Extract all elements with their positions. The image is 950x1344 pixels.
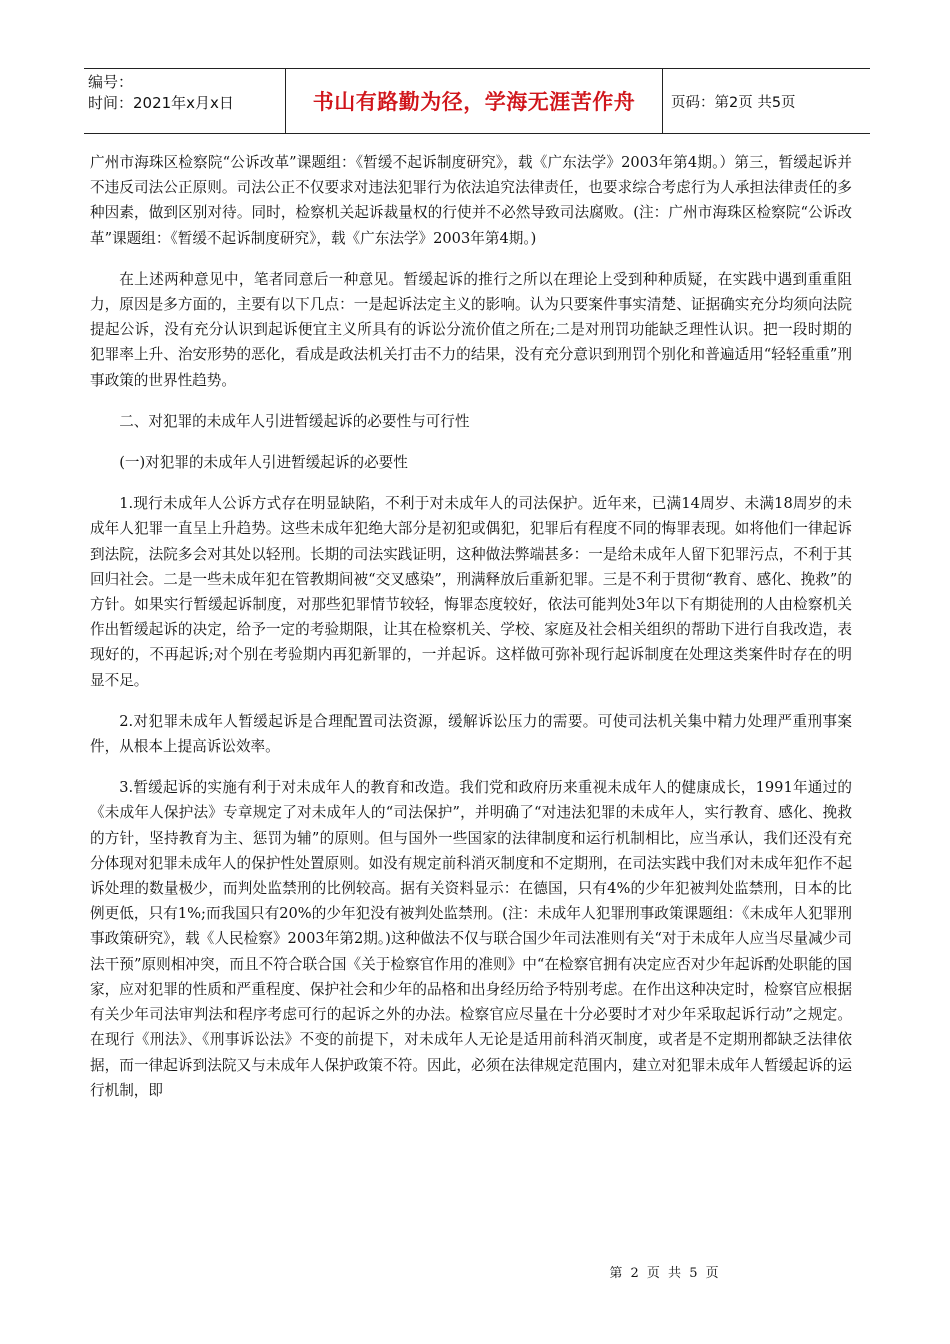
paragraph-point-2: 2.对犯罪未成年人暂缓起诉是合理配置司法资源，缓解诉讼压力的需要。可使司法机关集中精力处理严重刑事案件，从根本上提高诉讼效率。 bbox=[90, 712, 852, 756]
document-date-label: 时间：2021年x月x日 bbox=[88, 94, 234, 112]
header-motto: 书山有路勤为径，学海无涯苦作舟 bbox=[286, 69, 663, 133]
document-number-label: 编号： bbox=[88, 73, 134, 91]
document-body bbox=[90, 150, 852, 1119]
section-heading: 二、对犯罪的未成年人引进暂缓起诉的必要性与可行性 bbox=[119, 412, 470, 430]
page-header bbox=[84, 68, 870, 134]
paragraph-point-3: 3.暂缓起诉的实施有利于对未成年人的教育和改造。我们党和政府历来重视未成年人的健康成长，1991年通过的《未成年人保护法》专章规定了对未成年人的“司法保护”，并明确了“对违法犯罪的未成年人，实行教育、感化、挽救的方针，坚持教育为主、惩罚为辅”的原则。但与国外一些国家的法律制度和运行机制相比，应当承认，我们还没有充分体现对犯罪未成年人的保护性处置原则。如没有规定前科消灭制度和不定期刑，在司法实践中我们对未成年犯作不起诉处理的数量极少，而判处监禁刑的比例较高。据有关资料显示：在德国，只有4%的少年犯被判处监禁刑，日本的比例更低，只有1%;而我国只有20%的少年犯没有被判处监禁刑。(注：未成年人犯罪刑事政策课题组：《未成年人犯罪刑事政策研究》，载《人民检察》2003年第2期。)这种做法不仅与联合国少年司法准则有关“对于未成年人应当尽量减少司法干预”原则相冲突，而且不符合联合国《关于检察官作用的准则》中“在检察官拥有决定应否对少年起诉酌处职能的国家，应对犯罪的性质和严重程度、保护社会和少年的品格和出身经历给予特别考虑。在作出这种决定时，检察官应根据有关少年司法审判法和程序考虑可行的起诉之外的办法。检察官应尽量在十分必要时才对少年采取起诉行动”之规定。在现行《刑法》、《刑事诉讼法》不变的前提下，对未成年人无论是适用前科消灭制度，或者是不定期刑都缺乏法律依据，而一律起诉到法院又与未成年人保护政策不符。因此，必须在法律规定范围内，建立对犯罪未成年人暂缓起诉的运行机制，即 bbox=[90, 779, 852, 1099]
header-meta bbox=[84, 69, 286, 133]
header-page-number: 页码：第2页 共5页 bbox=[671, 94, 796, 111]
subsection-heading: (一)对犯罪的未成年人引进暂缓起诉的必要性 bbox=[119, 454, 408, 472]
paragraph-point-1: 1.现行未成年人公诉方式存在明显缺陷，不利于对未成年人的司法保护。近年来，已满14周岁、未满18周岁的未成年人犯罪一直呈上升趋势。这些未成年犯绝大部分是初犯或偶犯，犯罪后有程度不同的悔罪表现。如将他们一律起诉到法院，法院多会对其处以轻刑。长期的司法实践证明，这种做法弊端甚多：一是给未成年人留下犯罪污点，不利于其回归社会。二是一些未成年犯在管教期间被“交叉感染”，刑满释放后重新犯罪。三是不利于贯彻“教育、感化、挽救”的方针。如果实行暂缓起诉制度，对那些犯罪情节较轻，悔罪态度较好，依法可能判处3年以下有期徒刑的人由检察机关作出暂缓起诉的决定，给予一定的考验期限，让其在检察机关、学校、家庭及社会相关组织的帮助下进行自我改造，表现好的，不再起诉;对个别在考验期内再犯新罪的，一并起诉。这样做可弥补现行起诉制度在处理这类案件时存在的明显不足。 bbox=[90, 495, 852, 689]
page-footer: 第 2 页 共 5 页 bbox=[609, 1266, 721, 1281]
paragraph-continuation: 广州市海珠区检察院“公诉改革”课题组：《暂缓不起诉制度研究》，载《广东法学》2003年第4期。）第三，暂缓起诉并不违反司法公正原则。司法公正不仅要求对违法犯罪行为依法追究法律责任，也要求综合考虑行为人承担法律责任的多种因素，做到区别对待。同时，检察机关起诉裁量权的行使并不必然导致司法腐败。(注：广州市海珠区检察院“公诉改革”课题组：《暂缓不起诉制度研究》，载《广东法学》2003年第4期。) bbox=[90, 154, 852, 247]
paragraph-opinion: 在上述两种意见中，笔者同意后一种意见。暂缓起诉的推行之所以在理论上受到种种质疑，在实践中遇到重重阻力，原因是多方面的，主要有以下几点：一是起诉法定主义的影响。认为只要案件事实清楚、证据确实充分均须向法院提起公诉，没有充分认识到起诉便宜主义所具有的诉讼分流价值之所在;二是对刑罚功能缺乏理性认识。把一段时期的犯罪率上升、治安形势的恶化，看成是政法机关打击不力的结果，没有充分意识到刑罚个别化和普遍适用“轻轻重重”刑事政策的世界性趋势。 bbox=[90, 270, 852, 389]
